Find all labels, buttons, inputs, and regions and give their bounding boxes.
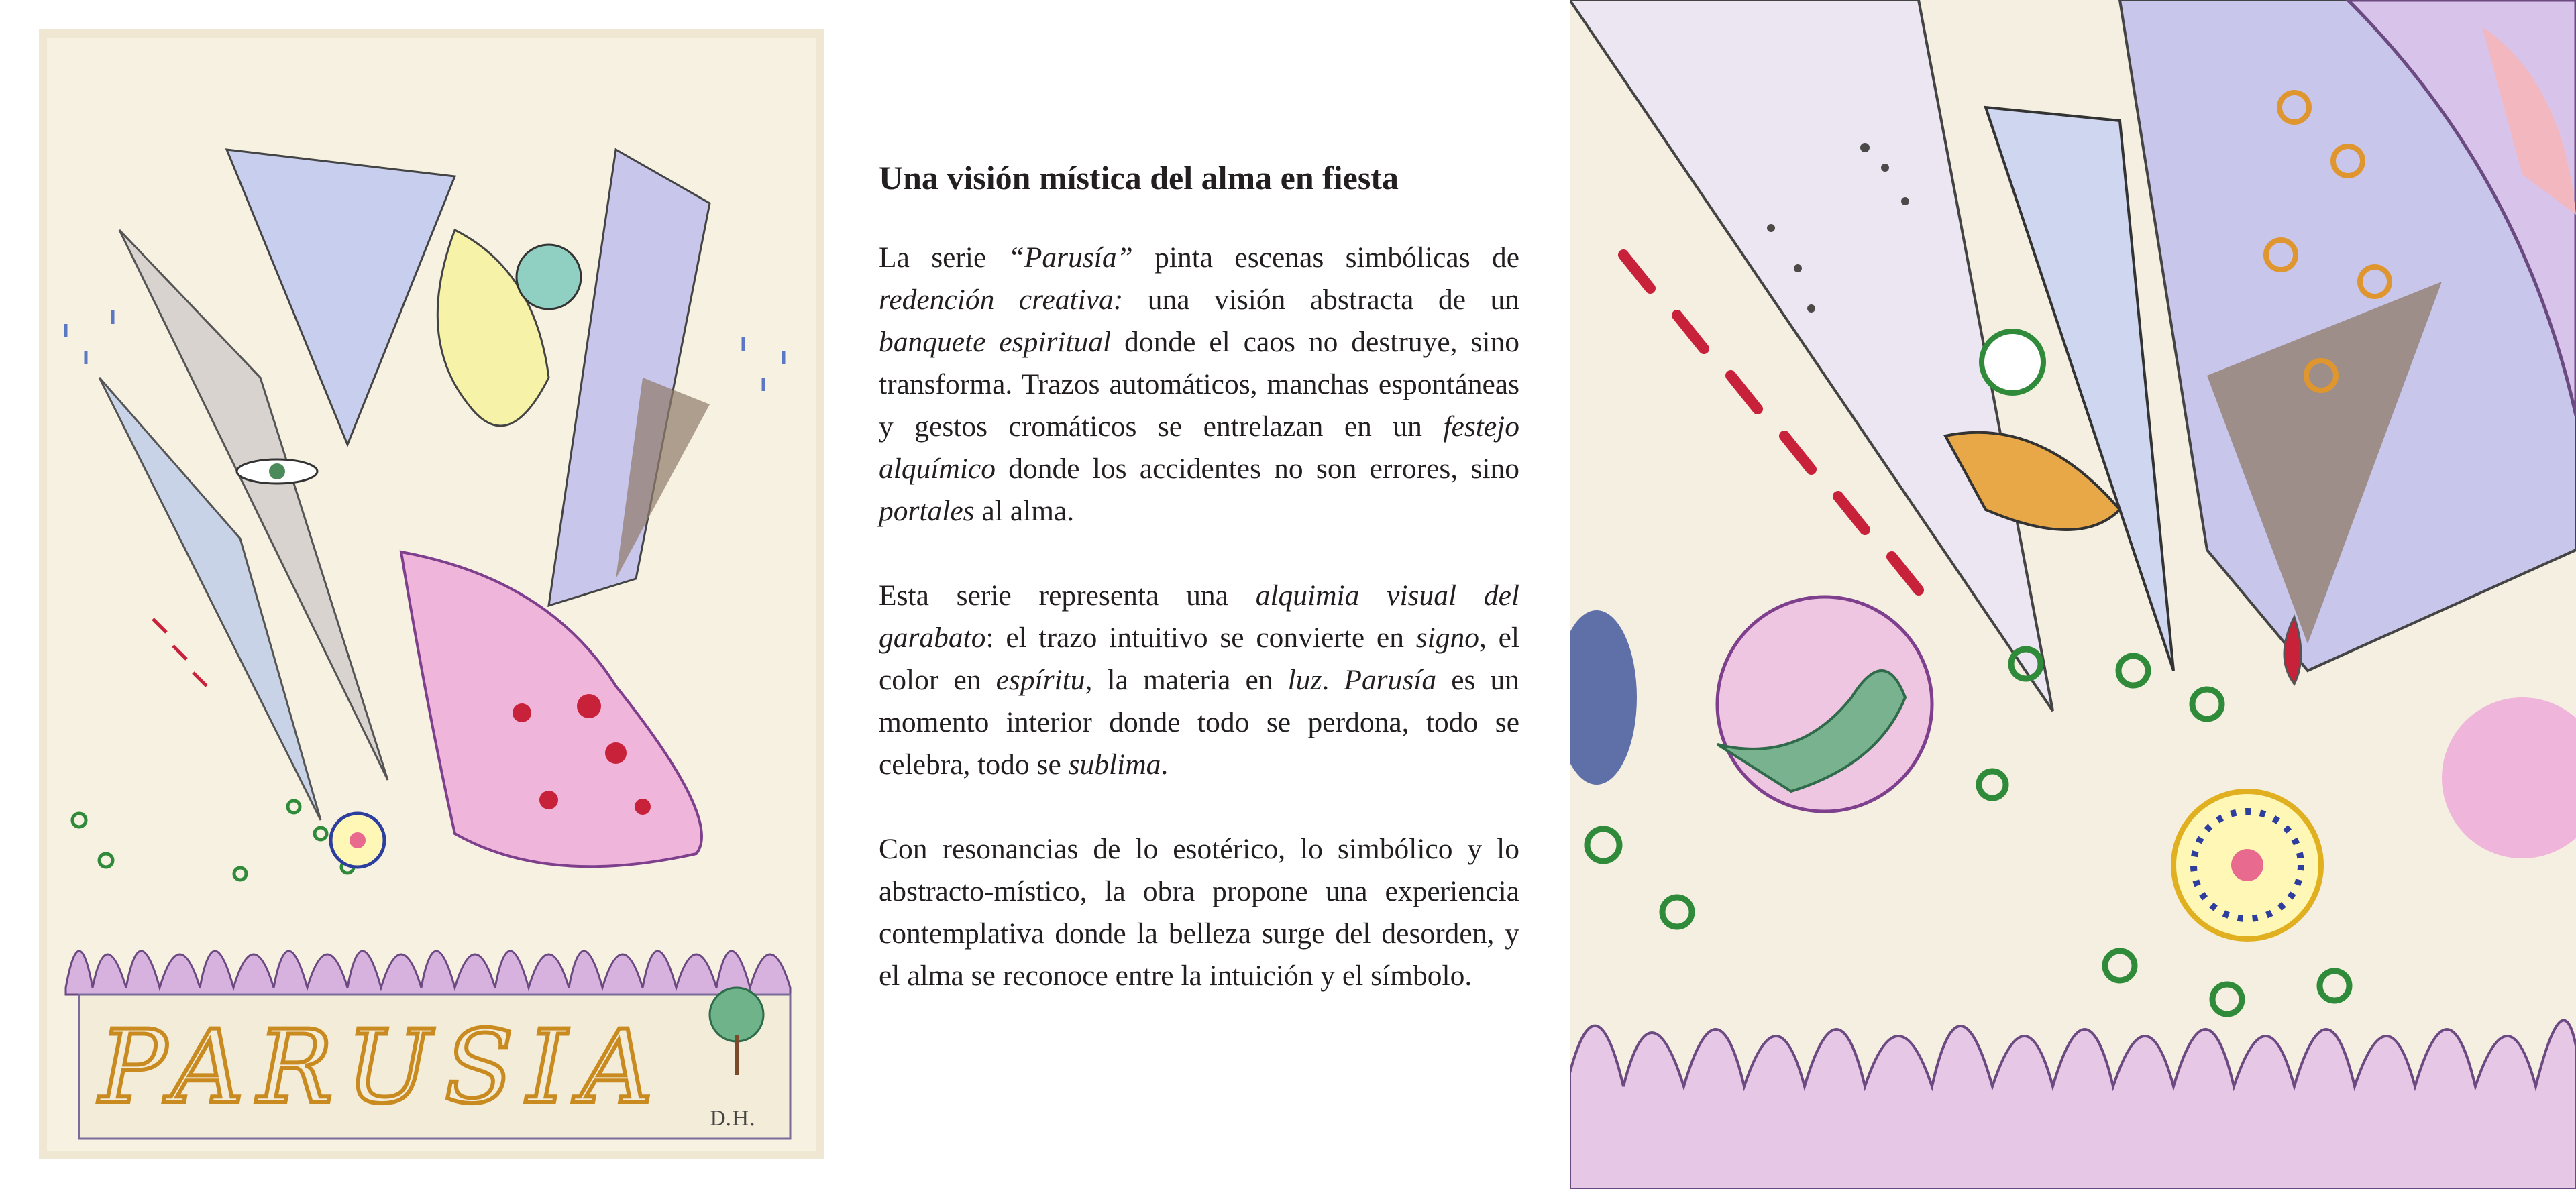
text-run: donde el caos no destruye, sino transforma. Trazos automáticos, manchas espontáneas y gestos cromáticos se entrelazan en un <box>879 326 1519 443</box>
text-run: , la materia en <box>1085 664 1288 696</box>
text-run: es un momento interior donde todo se perdona, todo se celebra, todo se <box>879 664 1520 781</box>
article-paragraph <box>879 237 1519 532</box>
italic-phrase: portales <box>879 495 975 527</box>
italic-phrase: signo <box>1415 622 1479 654</box>
italic-phrase: banquete espiritual <box>879 326 1112 358</box>
text-run: . <box>1322 664 1344 696</box>
text-run: , el color en <box>879 622 1519 696</box>
text-run: . <box>1161 748 1169 781</box>
italic-phrase: Parusía <box>1344 664 1437 696</box>
article-text-block <box>879 160 1519 1039</box>
italic-phrase: “Parusía” <box>1008 241 1133 274</box>
article-title: Una visión mística del alma en fiesta <box>879 159 1399 196</box>
artwork-lettering: PARUSIA <box>99 1009 667 1126</box>
painting-detail-view <box>1570 0 2576 1189</box>
italic-phrase: sublima <box>1068 748 1161 781</box>
text-run: : el trazo intuitivo se convierte en <box>985 622 1416 654</box>
italic-phrase: alquimia visual del garabato <box>879 579 1519 654</box>
text-run: Con resonancias de lo esotérico, lo simbólico y lo abstracto-místico, la obra propone una experiencia contemplativa donde la belleza surge del desorden, y el alma se reconoce entre la intuición y el símbolo. <box>879 833 1519 992</box>
article-paragraph <box>879 828 1519 997</box>
text-run: pinta escenas simbólicas de <box>1132 241 1520 274</box>
text-run: Esta serie representa una <box>879 579 1256 612</box>
text-run: La serie <box>879 241 1008 274</box>
text-run: al alma. <box>974 495 1075 527</box>
italic-phrase: luz <box>1287 664 1322 696</box>
painting-full-view <box>39 29 824 1159</box>
italic-phrase: festejo alquímico <box>879 410 1519 485</box>
text-run: donde los accidentes no son errores, sino <box>995 453 1519 485</box>
italic-phrase: espíritu <box>996 664 1085 696</box>
artwork-signature: D.H. <box>710 1107 756 1131</box>
article-paragraph <box>879 575 1519 786</box>
italic-phrase: redención creativa: <box>879 284 1124 316</box>
text-run: una visión abstracta de un <box>1123 284 1519 316</box>
